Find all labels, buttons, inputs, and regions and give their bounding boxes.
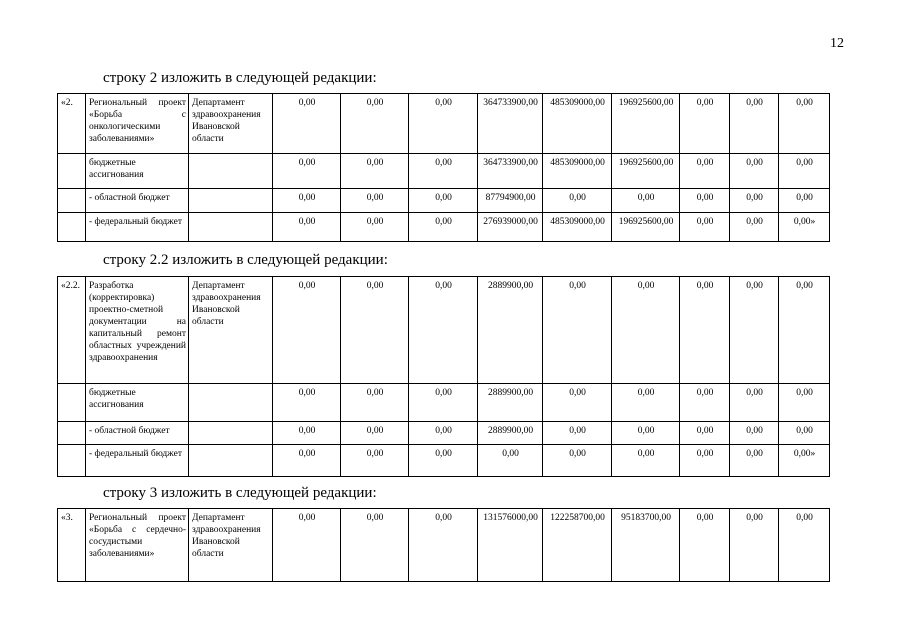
- row-number-cell: [58, 445, 86, 477]
- budget-table-3: [57, 508, 830, 582]
- department-cell: [189, 154, 273, 189]
- value-cell: 276939000,00: [478, 213, 543, 242]
- value-cell: 0,00: [779, 94, 830, 154]
- table-row: [58, 213, 830, 242]
- value-cell: 0,00: [409, 94, 478, 154]
- value-cell: 196925600,00: [612, 94, 680, 154]
- value-cell: 0,00: [341, 509, 409, 582]
- value-cell: 0,00: [543, 384, 612, 422]
- value-cell: 95183700,00: [612, 509, 680, 582]
- value-cell: 485309000,00: [543, 94, 612, 154]
- value-cell: 0,00: [409, 509, 478, 582]
- page-number: 12: [830, 36, 844, 51]
- value-cell: 0,00: [612, 384, 680, 422]
- section-heading-1: строку 2 изложить в следующей редакции:: [103, 70, 377, 86]
- value-cell: 0,00: [779, 509, 830, 582]
- department-cell: [189, 189, 273, 213]
- table-row: [58, 384, 830, 422]
- value-cell: 0,00: [730, 445, 779, 477]
- row-number-cell: [58, 189, 86, 213]
- value-cell: 0,00: [612, 189, 680, 213]
- row-name-cell: - федеральный бюджет: [86, 213, 189, 242]
- value-cell: 0,00: [730, 213, 779, 242]
- value-cell: 2889900,00: [478, 422, 543, 445]
- department-cell: [189, 422, 273, 445]
- value-cell: 0,00: [409, 445, 478, 477]
- value-cell: 0,00: [409, 213, 478, 242]
- department-cell: Департамент здравоохранения Ивановской области: [189, 277, 273, 384]
- value-cell: 0,00: [680, 445, 730, 477]
- department-cell: [189, 384, 273, 422]
- row-number-cell: «2.: [58, 94, 86, 154]
- table-row: [58, 445, 830, 477]
- value-cell: 0,00: [730, 384, 779, 422]
- value-cell: 0,00: [680, 384, 730, 422]
- department-cell: [189, 213, 273, 242]
- value-cell: 0,00: [341, 189, 409, 213]
- row-name-cell: бюджетные ассигнования: [86, 384, 189, 422]
- table-row: [58, 277, 830, 384]
- value-cell: 0,00: [730, 422, 779, 445]
- department-cell: Департамент здравоохранения Ивановской области: [189, 509, 273, 582]
- value-cell: 0,00: [273, 422, 341, 445]
- row-name-cell: - областной бюджет: [86, 422, 189, 445]
- value-cell: 0,00: [680, 189, 730, 213]
- value-cell: 485309000,00: [543, 213, 612, 242]
- value-cell: 0,00: [680, 213, 730, 242]
- value-cell: 0,00: [341, 94, 409, 154]
- value-cell: 0,00: [273, 213, 341, 242]
- budget-table-1: [57, 93, 830, 242]
- department-cell: Департамент здравоохранения Ивановской области: [189, 94, 273, 154]
- value-cell: 0,00: [409, 154, 478, 189]
- value-cell: 0,00: [409, 277, 478, 384]
- row-name-cell: бюджетные ассигнования: [86, 154, 189, 189]
- value-cell: 0,00: [680, 277, 730, 384]
- value-cell: 87794900,00: [478, 189, 543, 213]
- row-number-cell: [58, 154, 86, 189]
- row-number-cell: [58, 384, 86, 422]
- table-row: [58, 154, 830, 189]
- row-number-cell: «2.2.: [58, 277, 86, 384]
- value-cell: 0,00: [612, 277, 680, 384]
- value-cell: 0,00: [779, 277, 830, 384]
- value-cell: 485309000,00: [543, 154, 612, 189]
- value-cell: 0,00: [341, 422, 409, 445]
- value-cell: 0,00: [273, 384, 341, 422]
- value-cell: 0,00: [730, 509, 779, 582]
- row-number-cell: [58, 213, 86, 242]
- table-row: [58, 94, 830, 154]
- value-cell: 0,00: [341, 277, 409, 384]
- value-cell: 0,00»: [779, 213, 830, 242]
- value-cell: 0,00: [730, 154, 779, 189]
- value-cell: 0,00: [409, 384, 478, 422]
- value-cell: 0,00: [341, 445, 409, 477]
- value-cell: 0,00: [779, 384, 830, 422]
- value-cell: 0,00: [730, 189, 779, 213]
- value-cell: 196925600,00: [612, 154, 680, 189]
- value-cell: 0,00: [273, 509, 341, 582]
- row-name-cell: Региональный проект «Борьба с сердечно-сосудистыми заболеваниями»: [86, 509, 189, 582]
- value-cell: 364733900,00: [478, 94, 543, 154]
- row-name-cell: Региональный проект «Борьба с онкологическими заболеваниями»: [86, 94, 189, 154]
- value-cell: 0,00: [409, 422, 478, 445]
- value-cell: 0,00: [612, 445, 680, 477]
- value-cell: 0,00: [273, 94, 341, 154]
- value-cell: 196925600,00: [612, 213, 680, 242]
- section-heading-2: строку 2.2 изложить в следующей редакции:: [103, 252, 388, 268]
- row-number-cell: «3.: [58, 509, 86, 582]
- value-cell: 0,00: [680, 154, 730, 189]
- department-cell: [189, 445, 273, 477]
- value-cell: 0,00: [273, 154, 341, 189]
- value-cell: 0,00: [543, 189, 612, 213]
- value-cell: 0,00: [779, 189, 830, 213]
- row-name-cell: Разработка (корректировка) проектно-сметной документации на капитальный ремонт областных учреждений здравоохранения: [86, 277, 189, 384]
- value-cell: 2889900,00: [478, 384, 543, 422]
- value-cell: 0,00: [680, 422, 730, 445]
- value-cell: 0,00: [543, 277, 612, 384]
- value-cell: 0,00: [543, 422, 612, 445]
- value-cell: 0,00: [409, 189, 478, 213]
- section-heading-3: строку 3 изложить в следующей редакции:: [103, 485, 377, 501]
- value-cell: 131576000,00: [478, 509, 543, 582]
- value-cell: 0,00»: [779, 445, 830, 477]
- value-cell: 0,00: [779, 422, 830, 445]
- value-cell: 0,00: [730, 277, 779, 384]
- value-cell: 0,00: [273, 189, 341, 213]
- value-cell: 0,00: [341, 213, 409, 242]
- value-cell: 0,00: [543, 445, 612, 477]
- value-cell: 0,00: [680, 94, 730, 154]
- table-row: [58, 422, 830, 445]
- value-cell: 0,00: [680, 509, 730, 582]
- row-name-cell: - федеральный бюджет: [86, 445, 189, 477]
- value-cell: 0,00: [779, 154, 830, 189]
- value-cell: 0,00: [341, 154, 409, 189]
- value-cell: 122258700,00: [543, 509, 612, 582]
- value-cell: 0,00: [730, 94, 779, 154]
- value-cell: 0,00: [273, 277, 341, 384]
- value-cell: 2889900,00: [478, 277, 543, 384]
- table-row: [58, 189, 830, 213]
- value-cell: 0,00: [341, 384, 409, 422]
- value-cell: 0,00: [273, 445, 341, 477]
- value-cell: 0,00: [612, 422, 680, 445]
- table-row: [58, 509, 830, 582]
- budget-table-2: [57, 276, 830, 477]
- row-name-cell: - областной бюджет: [86, 189, 189, 213]
- row-number-cell: [58, 422, 86, 445]
- value-cell: 364733900,00: [478, 154, 543, 189]
- value-cell: 0,00: [478, 445, 543, 477]
